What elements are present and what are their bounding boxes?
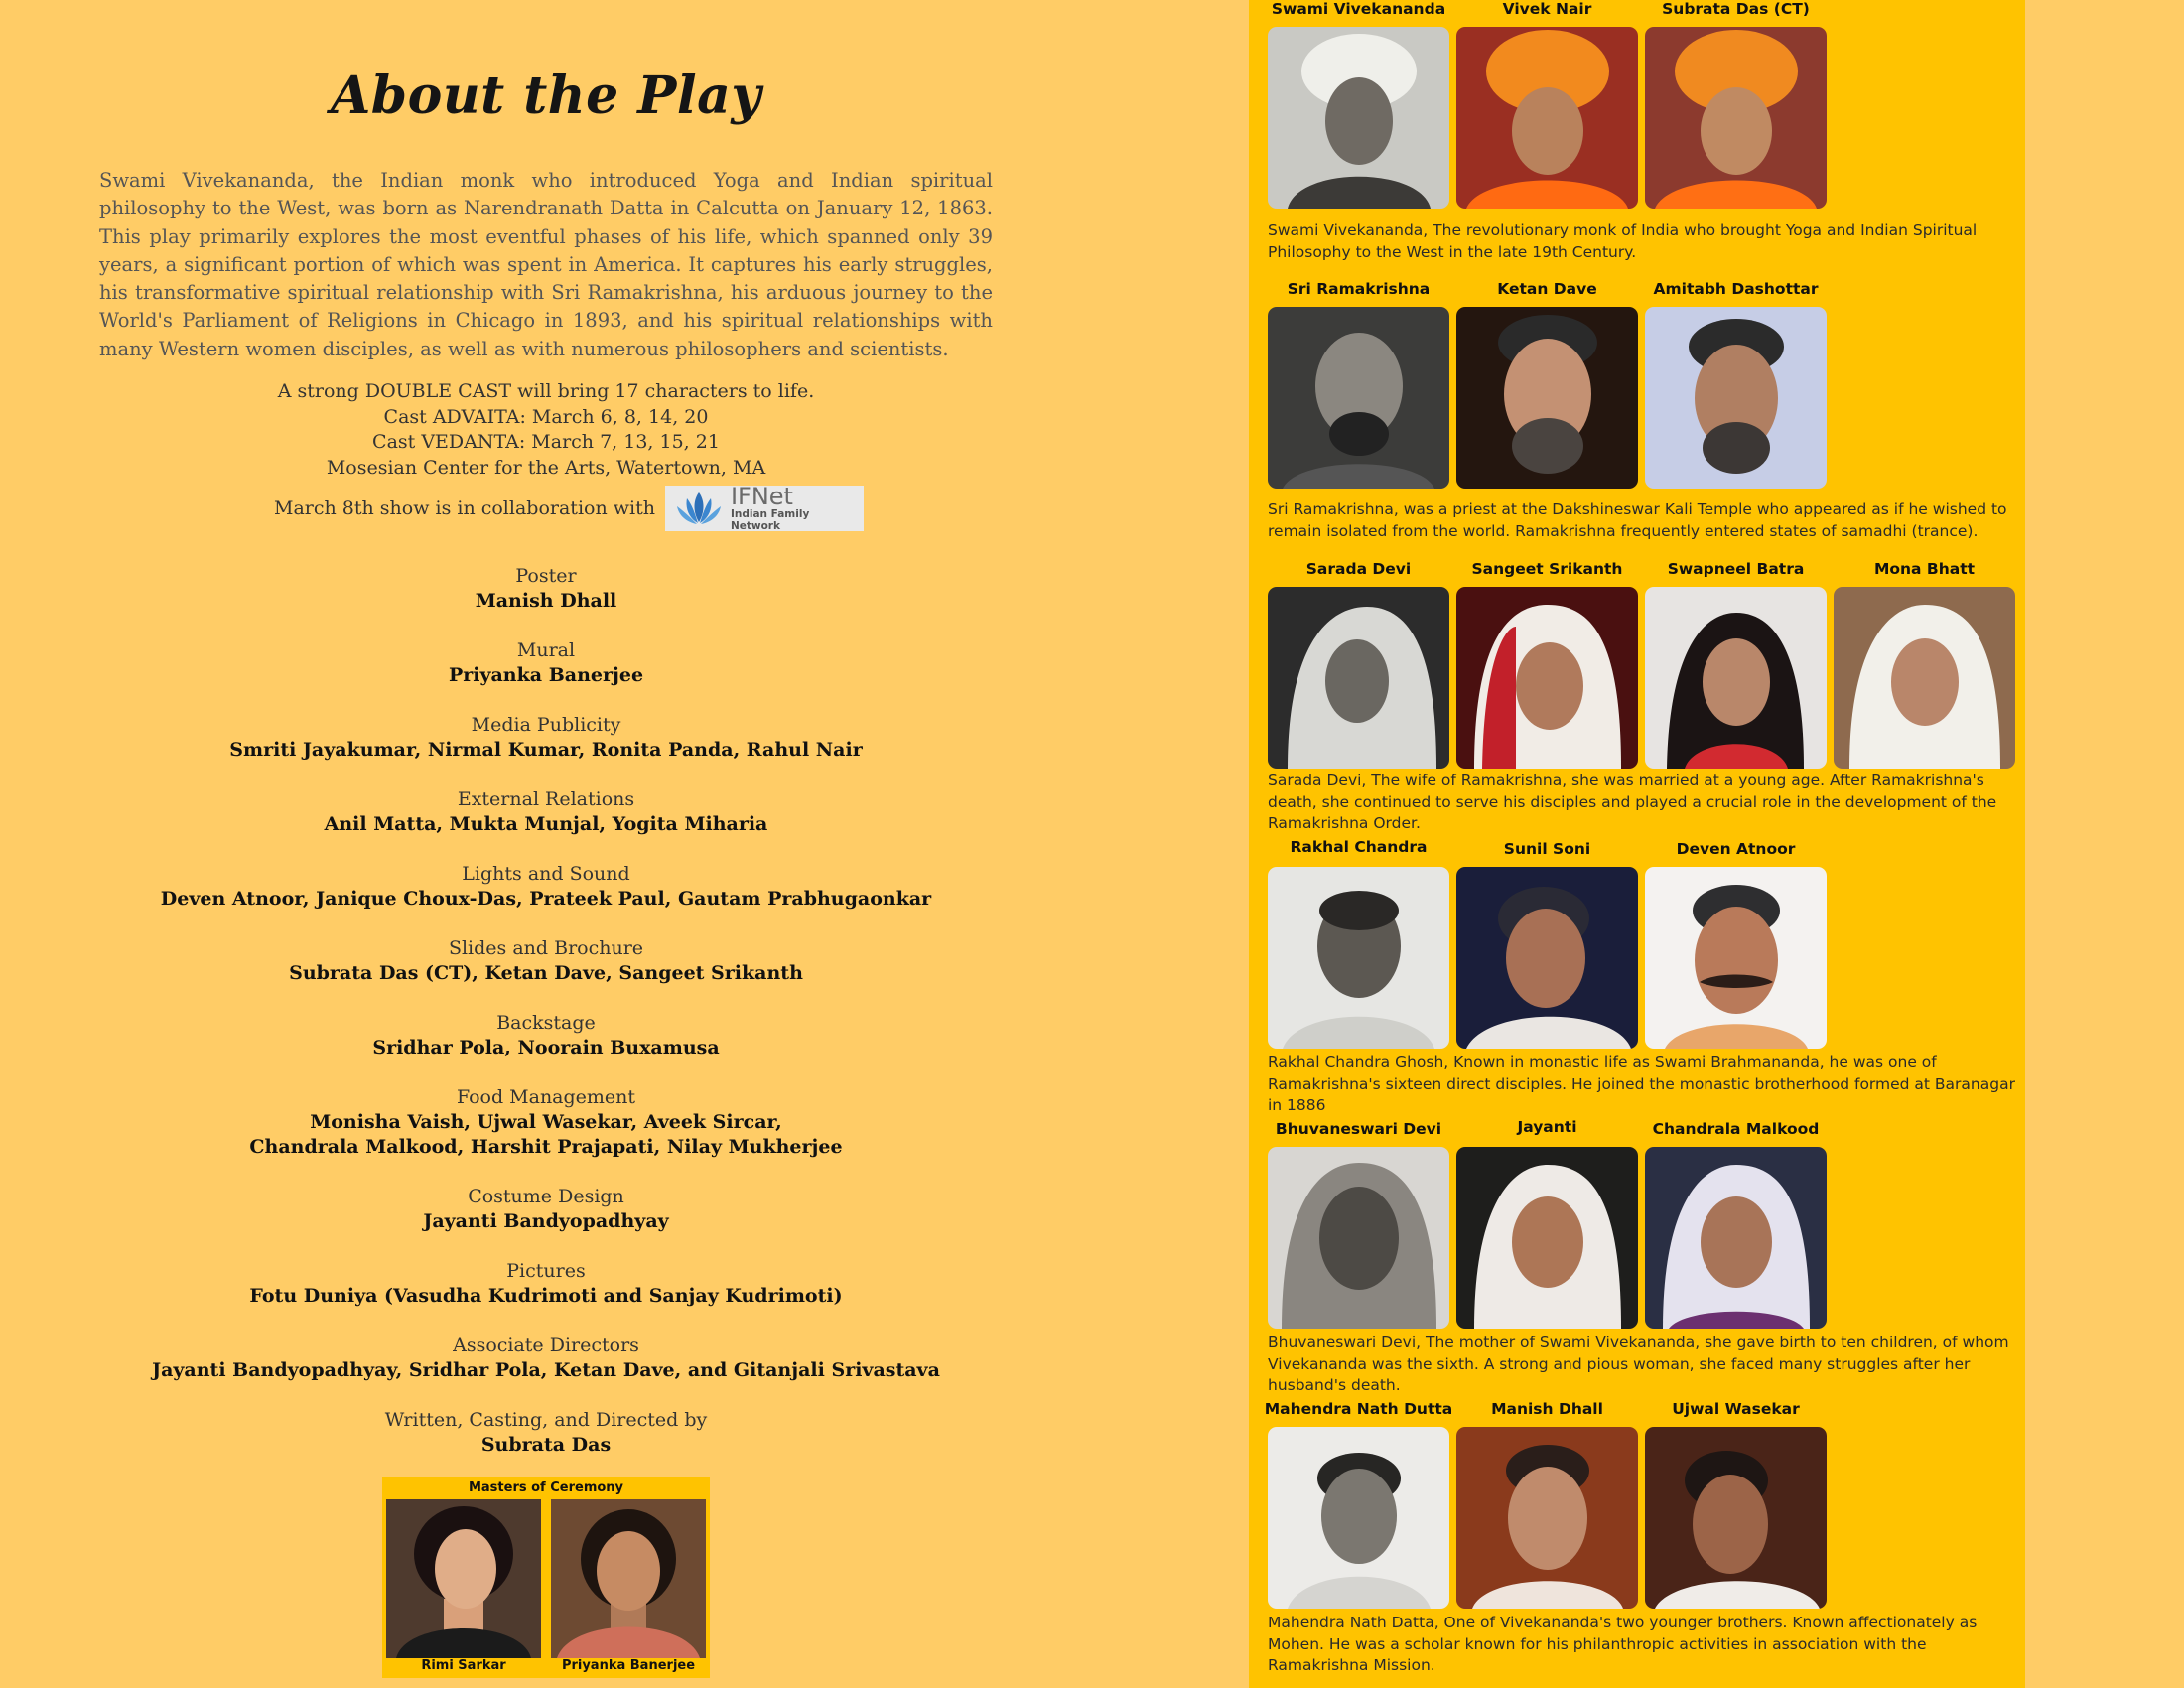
actor-photo <box>1834 587 2015 769</box>
masters-of-ceremony <box>382 1477 710 1678</box>
historical-photo <box>1268 1147 1449 1329</box>
person-photo <box>551 1499 706 1658</box>
credit-role: Lights and Sound <box>462 863 630 885</box>
character-cell <box>1645 560 1827 769</box>
historical-photo <box>1268 867 1449 1049</box>
actor-name: Sangeet Srikanth <box>1471 560 1623 578</box>
actor-photo <box>1456 1147 1638 1329</box>
moc-name: Rimi Sarkar <box>421 1658 506 1673</box>
credit-names: Monisha Vaish, Ujwal Wasekar, Aveek Sircar, <box>310 1111 782 1133</box>
person-photo <box>386 1499 541 1658</box>
actor-name: Jayanti <box>1517 1118 1577 1136</box>
credit-written-directed <box>0 1408 1092 1482</box>
character-cell <box>1268 838 1449 1049</box>
credit-backstage <box>0 1011 1092 1085</box>
actor-photo <box>1645 1427 1827 1609</box>
moc-title: Masters of Ceremony <box>468 1480 624 1495</box>
credit-lights-and-sound <box>0 862 1092 936</box>
credit-names: Subrata Das <box>480 1434 612 1456</box>
actor-photo <box>1645 867 1827 1049</box>
actor-name: Subrata Das (CT) <box>1662 0 1810 18</box>
credit-pictures <box>0 1259 1092 1334</box>
actor-name: Mona Bhatt <box>1873 560 1976 578</box>
cast-line: A strong DOUBLE CAST will bring 17 characters to life. <box>277 380 815 402</box>
character-description: Bhuvaneswari Devi, The mother of Swami Vivekananda, she gave birth to ten children, of whom Vivekananda was the sixth. A strong and pious woman, she faced many struggles after her husband's death. <box>1268 1334 2009 1394</box>
character-cell <box>1264 1400 1453 1609</box>
credit-names: Jayanti Bandyopadhyay <box>423 1210 669 1232</box>
credit-role: Mural <box>516 639 576 661</box>
actor-photo <box>1645 1147 1827 1329</box>
character-description: Rakhal Chandra Ghosh, Known in monastic life as Swami Brahmananda, he was one of Ramakrishna's sixteen direct disciples. He joined the monastic brotherhood formed at Baranagar in 1886 <box>1268 1054 2015 1114</box>
credit-role: Costume Design <box>468 1186 624 1207</box>
intro-paragraph: Swami Vivekananda, the Indian monk who introduced Yoga and Indian spiritual philosophy to the West, was born as Narendranath Datta in Calcutta on January 12, 1863. This play primarily explores the most eventful phases of his life, which spanned only 39 years, a significant portion of which was spent in America. It captures his early struggles, his transformative spiritual relationship with Sri Ramakrishna, his arduous journey to the World's Parliament of Religions in Chicago in 1893, and his spiritual relationships with many Western women disciples, as well as with numerous philosophers and scientists. <box>99 169 993 360</box>
credit-names: Fotu Duniya (Vasudha Kudrimoti and Sanjay Kudrimoti) <box>249 1285 843 1307</box>
actor-photo <box>1645 307 1827 489</box>
character-cell <box>1645 1120 1827 1329</box>
credit-mural <box>0 638 1092 713</box>
actor-name: Ujwal Wasekar <box>1672 1400 1800 1418</box>
credit-names: Deven Atnoor, Janique Choux-Das, Prateek Paul, Gautam Prabhugaonkar <box>160 888 932 910</box>
credit-names: Chandrala Malkood, Harshit Prajapati, Nilay Mukherjee <box>249 1136 843 1158</box>
historical-photo <box>1268 1427 1449 1609</box>
character-cell <box>1456 0 1638 209</box>
credit-role: Slides and Brochure <box>448 937 644 959</box>
cast-info <box>0 379 1092 481</box>
page-title: About the Play <box>330 66 762 126</box>
credit-role: Food Management <box>456 1086 636 1108</box>
actor-photo <box>1456 307 1638 489</box>
character-name: Swami Vivekananda <box>1271 0 1446 18</box>
actor-photo <box>1456 867 1638 1049</box>
actor-name: Vivek Nair <box>1502 0 1592 18</box>
ifnet-subtitle: Indian Family Network <box>730 508 810 532</box>
credit-media-publicity <box>0 713 1092 787</box>
collaboration-note <box>274 483 864 532</box>
credit-role: Poster <box>515 565 577 587</box>
credit-poster <box>0 564 1092 638</box>
cast-line: Mosesian Center for the Arts, Watertown, MA <box>326 456 766 479</box>
actor-name: Ketan Dave <box>1497 280 1597 298</box>
character-cell <box>1456 1118 1638 1329</box>
character-cell <box>1268 560 1449 769</box>
actor-name: Amitabh Dashottar <box>1653 280 1819 298</box>
character-name: Rakhal Chandra <box>1290 838 1428 856</box>
credit-food-management <box>0 1085 1092 1185</box>
character-name: Sarada Devi <box>1305 560 1412 578</box>
credit-role: Associate Directors <box>453 1335 639 1356</box>
actor-name: Deven Atnoor <box>1676 840 1796 858</box>
credit-names: Subrata Das (CT), Ketan Dave, Sangeet Srikanth <box>289 962 803 984</box>
credit-role: Media Publicity <box>471 714 621 736</box>
actor-name: Manish Dhall <box>1491 1400 1603 1418</box>
lotus-icon <box>673 489 725 528</box>
character-cell <box>1268 280 1449 489</box>
credit-costume-design <box>0 1185 1092 1259</box>
character-description: Mahendra Nath Datta, One of Vivekananda's two younger brothers. Known affectionately as Mohen. He was a scholar known for his philanthropic activities in association with the Ramakrishna Mission. <box>1268 1614 1978 1674</box>
character-description: Swami Vivekananda, The revolutionary monk of India who brought Yoga and Indian Spiritual Philosophy to the West in the late 19th Century. <box>1268 221 1978 261</box>
character-description: Sri Ramakrishna, was a priest at the Dakshineswar Kali Temple who appeared as if he wished to remain isolated from the world. Ramakrishna frequently entered states of samadhi (trance). <box>1268 500 2007 540</box>
credit-names: Sridhar Pola, Noorain Buxamusa <box>372 1037 720 1058</box>
credit-associate-directors <box>0 1334 1092 1408</box>
character-cell <box>1645 840 1827 1049</box>
character-cell <box>1268 1120 1449 1329</box>
character-cell <box>1645 0 1827 209</box>
credit-names: Priyanka Banerjee <box>448 664 644 686</box>
character-cell <box>1456 840 1638 1049</box>
actor-name: Chandrala Malkood <box>1652 1120 1820 1138</box>
credit-names: Manish Dhall <box>475 590 617 612</box>
character-cell <box>1834 560 2015 769</box>
actor-photo <box>1645 27 1827 209</box>
character-cell <box>1645 280 1827 489</box>
credit-names: Jayanti Bandyopadhyay, Sridhar Pola, Ketan Dave, and Gitanjali Srivastava <box>152 1359 940 1381</box>
credit-role: Written, Casting, and Directed by <box>384 1409 708 1431</box>
cast-line: Cast VEDANTA: March 7, 13, 15, 21 <box>372 431 720 453</box>
credit-external-relations <box>0 787 1092 862</box>
cast-line: Cast ADVAITA: March 6, 8, 14, 20 <box>383 405 709 428</box>
credit-names: Smriti Jayakumar, Nirmal Kumar, Ronita Panda, Rahul Nair <box>229 739 863 761</box>
character-cell <box>1268 0 1449 209</box>
character-description: Sarada Devi, The wife of Ramakrishna, she was married at a young age. After Ramakrishna's death, she continued to serve his disciples and played a crucial role in the development of the Ramakrishna Order. <box>1268 772 1997 832</box>
actor-name: Swapneel Batra <box>1667 560 1805 578</box>
character-cell <box>1456 560 1638 769</box>
ifnet-name: IFNet <box>730 483 793 510</box>
credit-names: Anil Matta, Mukta Munjal, Yogita Miharia <box>324 813 768 835</box>
historical-photo <box>1268 27 1449 209</box>
character-cell <box>1456 1400 1638 1609</box>
character-name: Sri Ramakrishna <box>1287 280 1431 298</box>
actor-photo <box>1456 27 1638 209</box>
ifnet-logo <box>665 483 864 532</box>
actor-name: Sunil Soni <box>1503 840 1591 858</box>
historical-photo <box>1268 307 1449 489</box>
character-cell <box>1456 280 1638 489</box>
credit-slides-and-brochure <box>0 936 1092 1011</box>
historical-photo <box>1268 587 1449 769</box>
moc-name: Priyanka Banerjee <box>561 1658 696 1673</box>
credits-list <box>0 564 1092 1482</box>
credit-role: Backstage <box>496 1012 596 1034</box>
credit-role: External Relations <box>457 788 635 810</box>
character-cell <box>1645 1400 1827 1609</box>
character-name: Bhuvaneswari Devi <box>1275 1120 1442 1138</box>
character-name: Mahendra Nath Dutta <box>1264 1400 1453 1418</box>
actor-photo <box>1456 1427 1638 1609</box>
actor-photo <box>1456 587 1638 769</box>
actor-photo <box>1645 587 1827 769</box>
credit-role: Pictures <box>506 1260 586 1282</box>
collab-text: March 8th show is in collaboration with <box>274 497 655 519</box>
